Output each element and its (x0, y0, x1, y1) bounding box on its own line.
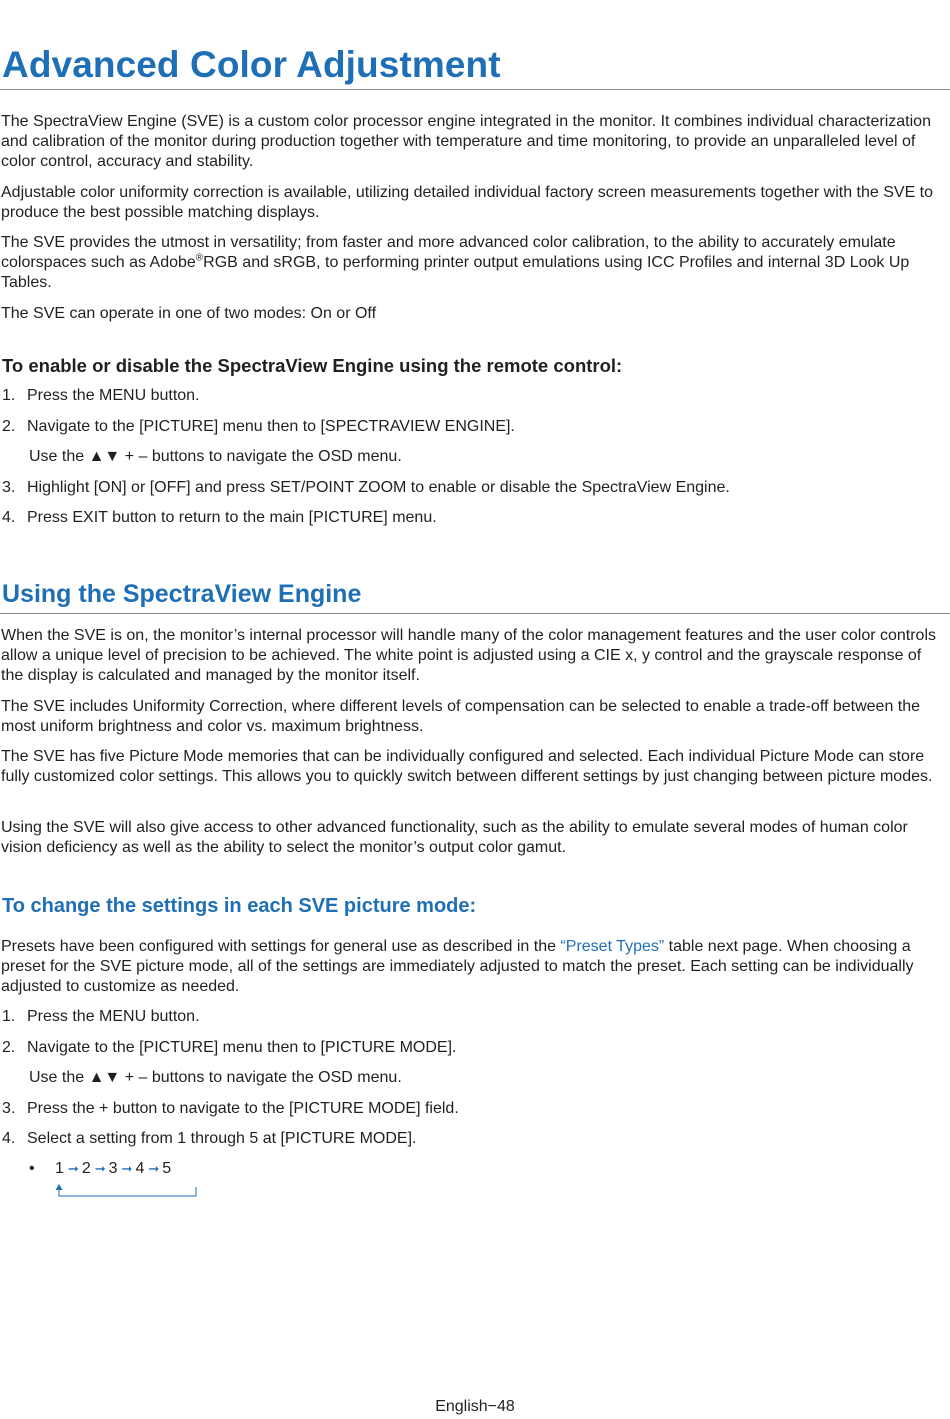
enable-step-2: 2. Navigate to the [PICTURE] menu then to [SPECTRAVIEW ENGINE]. (2, 418, 515, 435)
change-intro-paragraph: Presets have been configured with settings for general use as described in the “Preset Types” table next page. When choosing a preset for the SVE picture mode, all of the settings are immediately adjusted to match the preset. Each setting can be individually adjusted to customize as needed. (1, 938, 914, 995)
right-arrow-icon: ➞ (148, 1161, 160, 1176)
enable-step-4: 4. Press EXIT button to return to the main [PICTURE] menu. (2, 509, 437, 526)
section-rule (0, 613, 950, 614)
right-arrow-icon: ➞ (67, 1161, 79, 1176)
loop-back-arrow-icon (29, 1159, 229, 1199)
page-number: English−48 (435, 1398, 515, 1415)
change-step-1: 1. Press the MENU button. (2, 1008, 200, 1025)
enable-heading: To enable or disable the SpectraView Engine using the remote control: (2, 355, 623, 376)
title-rule (0, 89, 950, 90)
intro-paragraph-2: Adjustable color uniformity correction is available, utilizing detailed individual factory screen measurements together with the SVE to produce the best possible matching displays. (1, 184, 934, 221)
enable-osd-note: Use the ▲▼ + – buttons to navigate the OSD menu. (29, 448, 402, 465)
page-title: Advanced Color Adjustment (2, 44, 501, 85)
enable-step-3: 3. Highlight [ON] or [OFF] and press SET/POINT ZOOM to enable or disable the SpectraView Engine. (2, 479, 730, 496)
intro-paragraph-3: The SVE provides the utmost in versatility; from faster and more advanced color calibration, to the ability to accurately emulate colorspaces such as Adobe®RGB and sRGB, to performing printer output emulations using ICC Profiles and internal 3D Look Up Tables. (1, 234, 910, 291)
cycle-mode-1: 1 (55, 1160, 64, 1177)
right-arrow-icon: ➞ (94, 1161, 106, 1176)
using-paragraph-3: The SVE has five Picture Mode memories that can be individually configured and selected. Each individual Picture Mode can store fully customized color settings. This allows you to quickly switch between different settings by just changing between picture modes. (1, 748, 933, 785)
preset-types-link[interactable]: “Preset Types” (560, 938, 665, 955)
cycle-mode-5: 5 (162, 1160, 172, 1177)
cycle-mode-3: 3 (108, 1160, 118, 1177)
enable-step-1: 1. Press the MENU button. (2, 387, 200, 404)
section-heading-using-sve: Using the SpectraView Engine (2, 580, 362, 608)
bullet: • (29, 1160, 35, 1177)
intro-paragraph-1: The SpectraView Engine (SVE) is a custom color processor engine integrated in the monitor. It combines individual characterization and calibration of the monitor during production together with temperature and time monitoring, to provide an unparalleled level of color control, accuracy and stability. (1, 113, 931, 170)
cycle-mode-4: 4 (135, 1160, 145, 1177)
change-osd-note: Use the ▲▼ + – buttons to navigate the OSD menu. (29, 1069, 402, 1086)
using-paragraph-1: When the SVE is on, the monitor’s internal processor will handle many of the color management features and the user color controls allow a unique level of precision to be achieved. The white point is adjusted using a CIE x, y control and the grayscale response of the display is calculated and managed by the monitor itself. (1, 627, 937, 684)
intro-paragraph-4: The SVE can operate in one of two modes: On or Off (1, 305, 377, 322)
change-settings-heading: To change the settings in each SVE picture mode: (2, 895, 477, 917)
right-arrow-icon: ➞ (121, 1161, 133, 1176)
change-step-4: 4. Select a setting from 1 through 5 at [PICTURE MODE]. (2, 1130, 417, 1147)
cycle-mode-2: 2 (81, 1160, 91, 1177)
registered-mark: ® (195, 252, 204, 264)
change-step-2: 2. Navigate to the [PICTURE] menu then to [PICTURE MODE]. (2, 1039, 457, 1056)
picture-mode-cycle-diagram (29, 1159, 229, 1199)
using-paragraph-4: Using the SVE will also give access to other advanced functionality, such as the ability to emulate several modes of human color vision deficiency as well as the ability to select the monitor’s output color gamut. (1, 819, 908, 856)
using-paragraph-2: The SVE includes Uniformity Correction, where different levels of compensation can be selected to enable a trade-off between the most uniform brightness and color vs. maximum brightness. (1, 698, 921, 735)
change-step-3: 3. Press the + button to navigate to the [PICTURE MODE] field. (2, 1100, 459, 1117)
